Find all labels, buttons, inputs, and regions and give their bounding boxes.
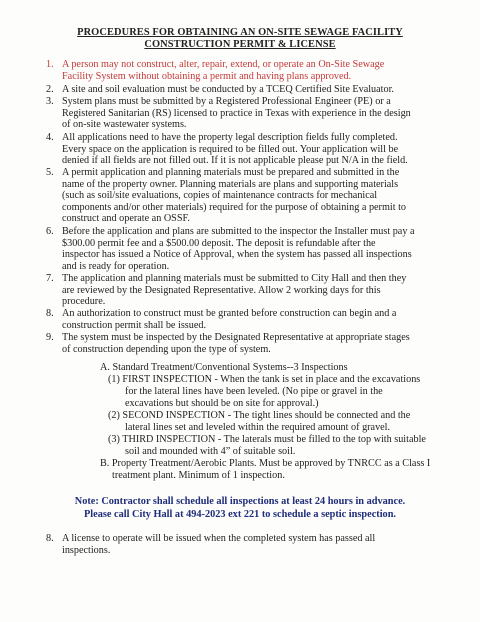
- list-number: 8.: [46, 533, 54, 544]
- inspection-2-line: lateral lines set and leveled within the required amount of gravel.: [125, 422, 391, 433]
- list-text: Facility System without obtaining a permit and having plans approved.: [62, 70, 352, 82]
- list-text: System plans must be submitted by a Registered Professional Engineer (PE) or a: [62, 96, 391, 107]
- list-item-final: [46, 533, 452, 556]
- list-item-4: [46, 132, 452, 167]
- list-text: $300.00 permit fee and a $500.00 deposit. The deposit is refundable after the: [62, 237, 376, 249]
- inspection-1-line: excavations but should be on site for approval.): [125, 398, 319, 409]
- inspection-2-line: (2) SECOND INSPECTION - The tight lines should be connected and the: [108, 410, 411, 421]
- document-title-line-2: CONSTRUCTION PERMIT & LICENSE: [144, 39, 336, 50]
- subitem-b-line: treatment plant. Minimum of 1 inspection.: [112, 470, 285, 481]
- list-text: All applications need to have the property legal description fields fully completed.: [62, 132, 398, 143]
- note-line-1: Note: Contractor shall schedule all inspections at least 24 hours in advance.: [74, 496, 406, 507]
- list-text: An authorization to construct must be granted before construction can begin and a: [62, 308, 397, 319]
- list-number: 3.: [46, 96, 54, 107]
- list-text: A site and soil evaluation must be conducted by a TCEQ Certified Site Evaluator.: [62, 84, 394, 95]
- list-item-8: [46, 308, 452, 331]
- list-text: of on-site wastewater systems.: [62, 119, 187, 131]
- list-text: inspections.: [62, 544, 111, 556]
- inspection-3-line: soil and mounded with 4” of suitable soil.: [125, 446, 296, 457]
- inspection-1-line: for the lateral lines have been leveled. (No pipe or gravel in the: [125, 386, 383, 397]
- inspection-1-line: (1) FIRST INSPECTION - When the tank is set in place and the excavations: [108, 374, 421, 385]
- list-item-6: [46, 226, 452, 272]
- list-text: construct and operate an OSSF.: [62, 213, 190, 225]
- list-text: The application and planning materials must be submitted to City Hall and then they: [62, 273, 407, 284]
- list-text: are reviewed by the Designated Representative. Allow 2 working days for this: [62, 284, 381, 296]
- list-text: and is ready for operation.: [62, 260, 170, 272]
- list-text: Every space on the application is required to be filled out. Your application will be: [62, 143, 399, 155]
- list-number: 8.: [46, 308, 54, 319]
- subitem-a: A. Standard Treatment/Conventional Systems--3 Inspections: [100, 362, 348, 373]
- list-item-7: [46, 273, 452, 308]
- list-number: 9.: [46, 332, 54, 343]
- list-item-1: [46, 59, 452, 82]
- list-text: construction permit shall be issued.: [62, 319, 207, 331]
- inspection-3-line: (3) THIRD INSPECTION - The laterals must be filled to the top with suitable: [108, 434, 426, 445]
- list-number: 7.: [46, 273, 54, 284]
- list-text: name of the property owner. Planning materials are plans and supporting materials: [62, 178, 399, 190]
- list-text: denied if all fields are not filled out. If it is not applicable please put N/A in the field.: [62, 155, 408, 167]
- list-item-2: [46, 84, 452, 96]
- list-text: A license to operate will be issued when the completed system has passed all: [62, 533, 376, 544]
- list-text: Before the application and plans are submitted to the inspector the Installer must pay a: [62, 226, 415, 237]
- list-number: 2.: [46, 84, 54, 95]
- list-text: A person may not construct, alter, repair, extend, or operate an On-Site Sewage: [62, 59, 385, 70]
- list-text: A permit application and planning materials must be prepared and submitted in the: [62, 167, 400, 178]
- list-item-3: [46, 96, 452, 131]
- document-title-line-1: PROCEDURES FOR OBTAINING AN ON-SITE SEWAGE FACILITY: [77, 27, 403, 38]
- list-item-5: [46, 167, 452, 225]
- list-text: of construction depending upon the type of system.: [62, 343, 271, 355]
- list-text: The system must be inspected by the Designated Representative at appropriate stages: [62, 332, 410, 343]
- list-item-9: [46, 332, 452, 355]
- list-number: 1.: [46, 59, 54, 70]
- subitem-b: B. Property Treatment/Aerobic Plants. Must be approved by TNRCC as a Class I: [100, 458, 431, 469]
- list-number: 4.: [46, 132, 54, 143]
- list-number: 5.: [46, 167, 54, 178]
- list-text: components and/or other materials) required for the purpose of obtaining a permit to: [62, 201, 407, 213]
- list-text: (such as soil/site evaluations, copies of maintenance contracts for mechanical: [62, 190, 378, 202]
- list-number: 6.: [46, 226, 54, 237]
- list-text: inspector has issued a Notice of Approval, when the system has passed all inspections: [62, 249, 412, 261]
- list-text: procedure.: [62, 296, 106, 308]
- note-line-2: Please call City Hall at 494-2023 ext 221 to schedule a septic inspection.: [83, 509, 397, 520]
- list-text: Registered Sanitarian (RS) licensed to practice in Texas with experience in the design: [62, 107, 411, 119]
